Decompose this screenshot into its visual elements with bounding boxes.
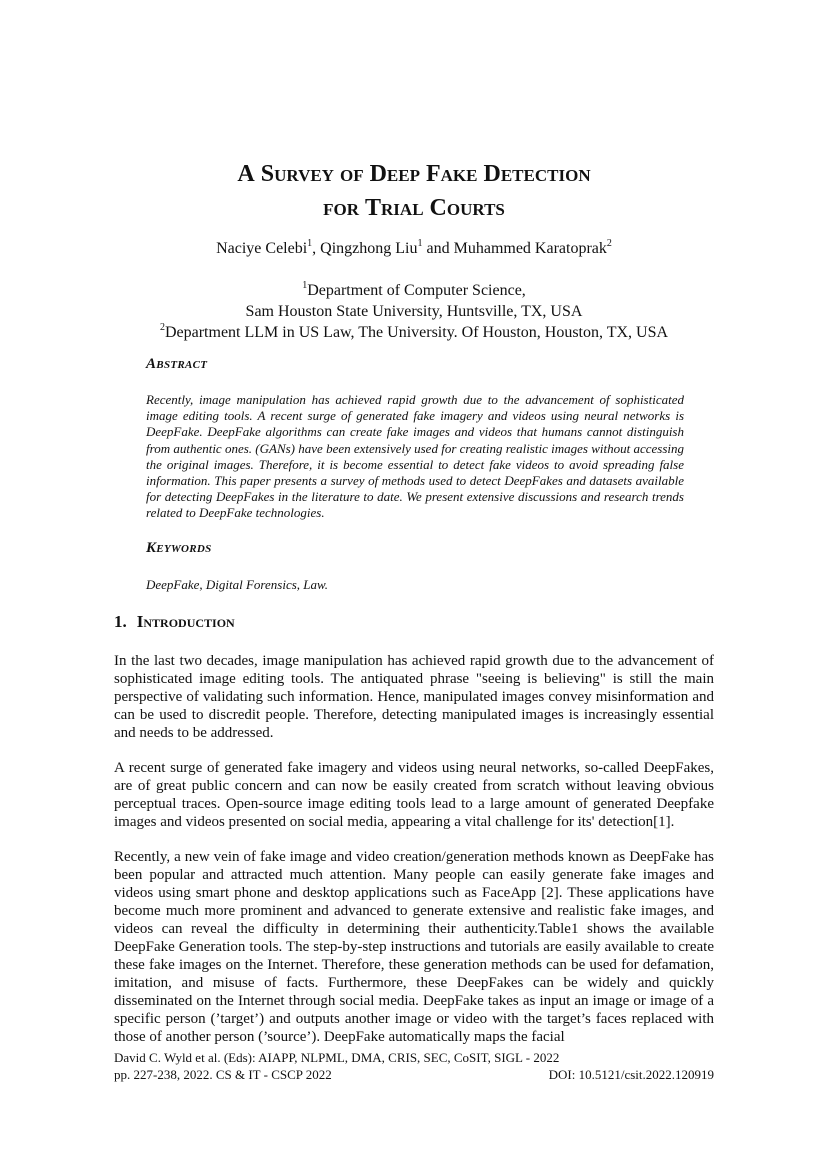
affiliation-marker: 2: [606, 237, 612, 249]
author-name: Naciye Celebi: [216, 240, 308, 257]
author-separator: and: [422, 240, 454, 257]
body-paragraph: Recently, a new vein of fake image and video creation/generation methods known as DeepFake has been popular and attracted much attention. Many people can easily generate fake images and videos using smart phone and desktop applications such as FaceApp [2]. These applications have become much more prominent and advanced to generate extensive and realistic fake images, and videos can reveal the difficulty in determining their authenticity.Table1 shows the available DeepFake Generation tools. The step-by-step instructions and tutorials are easily available to create these fake images on the Internet. Therefore, these generation methods can be used for defamation, imitation, and misuse of facts. Furthermore, these DeepFakes can be widely and quickly disseminated on the Internet through social media. DeepFake takes as input an image or image of a specific person (’target’) and outputs another image or video with the target’s faces replaced with those of another person (’source’). DeepFake automatically maps the facial: [114, 849, 714, 1045]
title-line-2: [0, 191, 828, 225]
paper-title: [0, 157, 828, 225]
title-word: Survey: [260, 161, 334, 187]
body-paragraph: In the last two decades, image manipulation has achieved rapid growth due to the advancement of sophisticated image editing tools. The antiquated phrase "seeing is believing" is still the main perspective of validating such information. Hence, manipulated images convey misinformation and can be used to discredit people. Therefore, detecting manipulated images is increasingly essential and needs to be addressed.: [114, 653, 714, 741]
section-heading-introduction: [114, 612, 235, 632]
section-title: Introduction: [136, 612, 235, 631]
affiliation-line: $^1$Department of Computer Science,: [302, 279, 526, 299]
footer-pages: pp. 227-238, 2022. CS & IT - CSCP 2022: [114, 1067, 332, 1082]
footer-doi: DOI: 10.5121/csit.2022.120919: [548, 1067, 714, 1082]
abstract-text: Recently, image manipulation has achieved rapid growth due to the advancement of sophisticated image editing tools. A recent surge of generated fake imagery and videos using neural networks is DeepFake. DeepFake algorithms can create fake images and videos that humans cannot distinguish from authentic ones. (GANs) have been extensively used for creating realistic images without accessing the original images. Therefore, it is become essential to detect fake videos to avoid spreading false information. This paper presents a survey of methods used to detect DeepFakes and datasets available for detecting DeepFakes in the literature to date. We present extensive discussions and research trends related to DeepFake technologies.: [146, 392, 684, 521]
affiliation-marker: 2: [159, 321, 165, 333]
author-name: Muhammed Karatoprak: [453, 240, 607, 257]
footer-proceedings: David C. Wyld et al. (Eds): AIAPP, NLPML, DMA, CRIS, SEC, CoSIT, SIGL - 2022: [114, 1050, 560, 1065]
abstract-heading: Abstract: [146, 356, 208, 372]
keywords-text: DeepFake, Digital Forensics, Law.: [146, 577, 328, 592]
title-line-1: [0, 157, 828, 191]
title-word: Deep: [369, 161, 420, 187]
affiliation-line: Sam Houston State University, Huntsville, TX, USA: [245, 303, 583, 320]
body-paragraph: A recent surge of generated fake imagery and videos using neural networks, so-called DeepFakes, are of great public concern and can now be easily created from scratch without leaving obvious perceptual traces. Open-source image editing tools lead to a large amount of generated Deepfake images and videos presented on social media, appearing a vital challenge for its' detection[1].: [114, 760, 714, 830]
page-footer: [114, 1049, 714, 1083]
section-number: 1.: [114, 612, 127, 631]
title-word: Detection: [483, 161, 591, 187]
affiliation-marker: 1: [302, 279, 308, 291]
affiliation-marker: 1: [307, 237, 313, 249]
title-word: of: [339, 161, 364, 187]
affiliation-marker: 1: [417, 237, 423, 249]
footer-row: [114, 1066, 714, 1083]
title-word: Courts: [429, 195, 505, 221]
affiliations: [0, 280, 828, 343]
keywords-heading: Keywords: [146, 540, 212, 556]
author-list: [0, 237, 828, 261]
affiliation-line: $^2$Department LLM in US Law, The University. Of Houston, Houston, TX, USA: [159, 321, 669, 341]
author-separator: ,: [312, 240, 321, 257]
title-word: Fake: [425, 161, 478, 187]
title-word: A: [237, 161, 255, 187]
title-word: for: [323, 195, 360, 221]
title-word: Trial: [365, 195, 424, 221]
author-name: Qingzhong Liu: [320, 240, 418, 257]
